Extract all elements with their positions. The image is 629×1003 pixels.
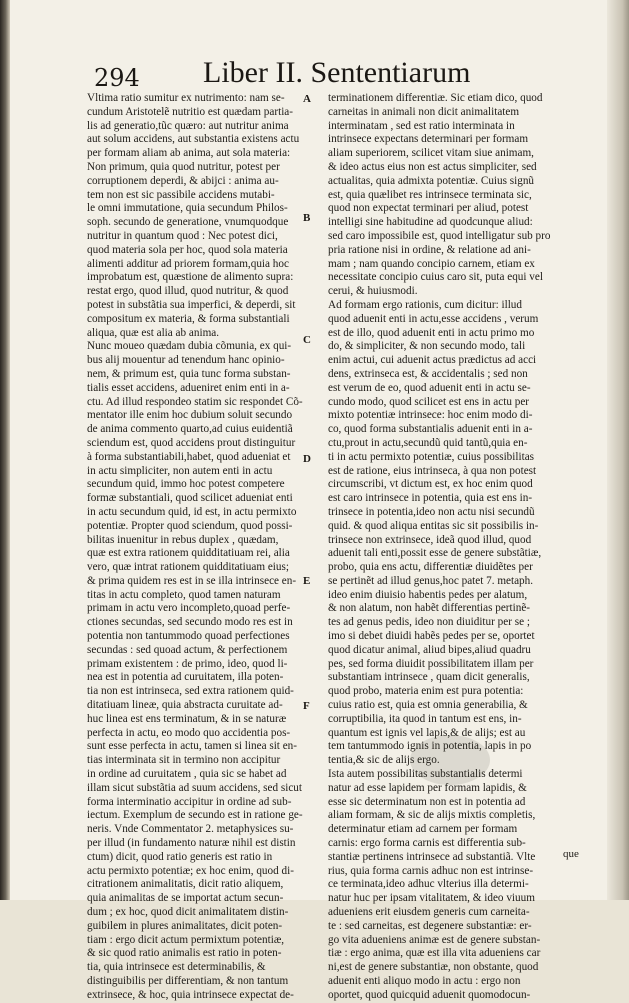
text-line: perfecta in actu, eo modo quo accidentia pos- [87,726,291,739]
margin-letter-f: F [303,700,310,712]
text-line: quod non expectat terminari per aliud, potest [328,202,529,215]
text-line: tentia,& sic de alijs ergo. [328,754,440,767]
text-line: actualitas, quia admixta potentiæ. Cuius signũ [328,174,535,187]
text-line: quid. & quod aliqua entitas sic sit possibilis in- [328,519,539,532]
text-line: terminationem differentiæ. Sic etiam dico, quod [328,92,543,104]
text-line: per formam aliam ab anima, aut sola materia: [87,147,291,160]
text-line: ctiones secundas, sed secundo modo res est in [87,616,293,629]
text-line: esse sic determinatum non est in potentia ad [328,795,526,808]
text-line: imo si debet diuidi habẽs pedes per se, oportet [328,630,535,643]
text-line: guibilem in plures animalitates, dicit poten- [87,919,283,932]
text-line: formæ substantiali, quod scilicet adueniat enti [87,492,293,505]
text-line: est de ratione, eius intrinseca, à qua non potest [328,464,537,477]
text-line: mam ; nam quando concipio carnem, etiam ex [328,257,535,270]
text-line: tia non est intrinseca, sed extra rationem quid- [87,685,294,698]
text-line: est verum de eo, quod aduenit enti in actu se- [328,381,531,394]
text-line: aliam formam, & sic de alijs mixtis completis, [328,809,536,822]
text-line: tialis esset accidens, adueniret enim enti in a- [87,381,290,394]
text-line: quia animalitas de se importat actum secun- [87,892,284,905]
text-line: enim actui, cui aduenit actus prædictus ad acci [328,354,537,367]
text-line: tem tantummodo ignis in potentia, lapis in po [328,740,532,753]
page-number: 294 [94,64,140,92]
text-line: quæ est extra rationem quidditatiuam rei, alia [87,547,290,560]
text-line: pes, sed forma diuidit possibilitatem illam per [328,657,534,670]
running-title: Liber II. Sententiarum [203,56,471,89]
text-line: Nunc moueo quædam dubia cõmunia, ex qui- [87,340,292,353]
text-line: rius, quia forma carnis adhuc non est intrinse- [328,864,534,877]
text-line: & prima quidem res est in se illa intrinsece en- [87,574,297,587]
text-line: extrinsece, & hoc, quia intrinsece expectat de- [87,988,294,1001]
text-line: potentia non tantummodo quoad perfectiones [87,630,290,643]
text-line: co, quod forma substantialis aduenit enti in a- [328,423,533,436]
margin-letter-c: C [303,334,311,346]
text-line: cuius ratio est, quia est omnia generabilia, & [328,699,528,712]
text-line: cerui, & huiusmodi. [328,285,418,298]
text-line: quod probo, materia enim est pura potentia: [328,685,524,698]
text-line: mixto potentiæ intrinsece: hoc enim modo di- [328,409,533,422]
text-line: vero, quæ intrat rationem quidditatiuam eius; [87,561,289,574]
text-line: compositum ex materia, & forma substantiali [87,312,290,325]
left-text-column [87,92,305,1003]
text-line: ctum) dicit, quod ratio generis est ratio in [87,850,273,863]
text-line: sunt esse perfecta in actu, tamen si linea sit en- [87,740,298,753]
text-line: in actu simpliciter, non autem enti in actu [87,464,273,477]
text-line: à forma substantiabili,habet, quod adueniat et [87,450,291,463]
text-line: trinsece non extrinsece, ideã quod illud, quod [328,533,532,546]
text-line: distinguibilis per differentiam, & non tantum [87,975,289,987]
text-line: go vita adueniens animæ est de genere substan- [328,933,541,946]
text-line: quod materia sola per hoc, quod sola materia [87,243,288,256]
margin-letter-b: B [303,212,311,224]
text-line: ideo enim diuisio habentis pedes per alatum, [328,588,528,601]
text-line: tias interminata sit in termino non accipitur [87,754,281,767]
text-line: dens, extrinseca est, & accidentalis ; sed non [328,367,528,380]
text-line: natur ad esse lapidem per formam lapidis, & [328,781,527,794]
text-line: ce terminata,ideo adhuc vlterius illa determi- [328,878,529,891]
text-line: potentiæ. Propter quod sciendum, quod possi- [87,519,293,532]
text-line: bilitas inuenitur in rebus duplex , quædam, [87,533,279,546]
text-line: bus alij mouentur ad tenendum hanc opinio- [87,354,285,367]
text-line: Ista autem possibilitas substantialis determi [328,768,523,781]
text-line: iectum. Exemplum de secundo est in ratione ge- [87,809,303,822]
text-line: trinsece in potentia,ideo non actu nisi secundũ [328,505,535,518]
text-line: te : sed carneitas, est degenere substantiæ: er- [328,919,532,932]
text-line: illam sicut substãtia ad suum accidens, sed sicut [87,781,303,794]
text-line: cundum Aristotelẽ nutritio est quædam partia- [87,105,293,118]
text-line: neris. Vnde Commentator 2. metaphysices su- [87,823,294,836]
page-edge-stack [607,0,629,900]
text-line: quantum est ignis vel lapis,& de alijs; est au [328,726,526,739]
text-line: oportet, quod quicquid aduenit quomodocun- [328,988,531,1001]
text-line: citrationem animalitatis, dicit ratio aliquem, [87,878,284,891]
text-line: pria ratione nisi in ordine, & relatione ad ani- [328,243,531,256]
text-line: corruptionem deperdi, & abijci : anima au- [87,174,279,187]
text-line: Vltima ratio sumitur ex nutrimento: nam se- [87,92,285,104]
text-line: huc linea est ens terminatum, & in se naturæ [87,712,287,725]
text-line: mentator ille enim hoc dubium soluit secundo [87,409,293,422]
text-line: substantiam intrinsece , quam dicit generalis, [328,671,530,684]
text-line: improbatum est, quæstione de alimento supra: [87,271,294,284]
page-smudge [410,735,490,785]
text-line: est de illo, quod aduenit enti in actu primo mo [328,326,535,339]
text-line: quod dicatur animal, aliud bipes,aliud quadru [328,643,531,656]
text-line: intelligi sine habitudine ad quodcunque aliud: [328,216,533,229]
text-line: interminatam , sed est ratio interminata in [328,119,515,132]
text-line: cundo modo, quod scilicet est ens in actu per [328,395,530,408]
text-line: forma interminatio accipitur in ordine ad sub- [87,795,292,808]
text-line: in ordine ad curuitatem , quia sic se habet ad [87,768,287,781]
text-line: primam existentem : de primo, ideo, quod li- [87,657,288,670]
text-line: do, & simpliciter, & non secundo modo, tali [328,340,526,353]
text-line: Non primum, quia quod nutritur, potest per [87,160,280,173]
text-line: circumscribi, vt dictum est, ex hoc enim quod [328,478,533,491]
text-line: primam in actu vero incompleto,quoad perfe- [87,602,291,615]
text-line: aduenit tali enti,possit esse de genere substãtiæ, [328,547,542,560]
page-header [10,56,607,96]
text-line: alimenti additur ad priorem formam,quia hoc [87,257,289,270]
text-line: aduenit enti aliquo modo in actu : ergo non [328,975,521,987]
text-line: ctu,prout in actu,secundũ quid tantũ,quia en- [328,436,528,449]
text-line: est caro intrinsece in potentia, quia est ens in- [328,492,533,505]
text-line: soph. secundo de generatione, vnumquodque [87,216,289,229]
text-line: ni,est de genere substantiæ, non obstante, quod [328,961,539,974]
book-page [10,0,607,1001]
text-line: adueniens erit eiusdem generis cum carneita- [328,906,530,919]
margin-letter-a: A [303,93,311,105]
book-spine-shadow [0,0,10,900]
text-line: restat ergo, quod illud, quod nutritur, & quod [87,285,289,298]
text-line: est, quia quælibet res intrinsece terminata sic, [328,188,532,201]
text-line: sed caro impossibile est, quod intelligatur sub pro [328,229,551,242]
text-line: aliqua, quæ est alia ab anima. [87,326,220,339]
text-line: probo, quia ens actu, differentiæ diuidẽtes per [328,561,533,574]
text-line: tiam : ergo dicit actum permixtum potentiæ, [87,933,285,946]
text-line: per illud (in fundamento naturæ nihil est distin [87,837,296,850]
text-line: secundas : sed quoad actum, & perfectionem [87,643,288,656]
text-line: secundum quid, immo hoc potest competere [87,478,285,491]
text-line: tem non est sic passibile accidens mutabi- [87,188,275,201]
text-line: quod aduenit enti in actu,esse accidens , verum [328,312,539,325]
text-line: ctu. Ad illud respondeo statim sic respondet Cõ- [87,395,303,408]
right-text-column [328,92,590,1003]
text-line: potest in substãtia sua imperfici, & deperdi, sit [87,298,296,311]
text-line: corruptibilia, ita quod in tantum est ens, in- [328,712,522,725]
margin-letter-e: E [303,575,311,587]
text-line: aliam superiorem, scilicet vitam siue animam, [328,147,534,160]
text-line: nem, & primum est, quia tunc forma substan- [87,367,291,380]
text-line: stantiæ pertinens intrinsece ad substantiã. Vlte [328,850,536,863]
text-line: se pertinẽt ad illud genus,hoc patet 7. metaph. [328,574,534,587]
margin-letter-d: D [303,453,311,465]
text-line: nutritur in quantum quod : Nec potest dici, [87,229,278,242]
text-line: le omni immutatione, quia secundum Philos- [87,202,288,215]
text-line: ti in actu permixto potentiæ, cuius possibilitas [328,450,535,463]
text-line: nea est in potentia ad curuitatem, illa poten- [87,671,284,684]
text-line: Ad formam ergo rationis, cum dicitur: illud [328,298,522,311]
text-line: in actu secundum quid, id est, in actu permixto [87,505,297,518]
text-line: de anima commento quarto,ad cuius euidentiã [87,423,293,436]
text-line: necessitate concipio cuius caro sit, puta equi vel [328,271,543,284]
text-line: intrinsece expectans determinari per formam [328,133,529,146]
text-line: tes ad genus pedis, ideo non diuiditur per se ; [328,616,530,629]
text-line: actu permixto potentiæ; ex hoc enim, quod di- [87,864,294,877]
text-line: ditatiuam lineæ, quia abstracta curuitate ad- [87,699,283,712]
text-line: aut solum accidens, aut substantia existens actu [87,133,300,146]
text-line: lis ad generatio,tũc quæro: aut nutritur anima [87,119,289,132]
catchword: que [563,848,579,860]
text-line: carneitas in animali non dicit animalitatem [328,105,520,118]
text-line: tiæ : ergo anima, quæ est illa vita adueniens car [328,947,541,960]
text-line: & ideo actus eius non est actus simpliciter, sed [328,160,537,173]
text-line: titas in actu completo, quod tamen naturam [87,588,281,601]
text-line: natur huc per ipsam vitalitatem, & ideo viuum [328,892,535,905]
text-line: & sic quod ratio animalis est ratio in poten- [87,947,282,960]
text-line: determinatur etiam ad carnem per formam [328,823,518,836]
text-line: dum ; ex hoc, quod dicit animalitatem distin- [87,906,289,919]
text-line: & non alatum, non habẽt differentias pertinẽ- [328,602,531,615]
text-line: sciendum est, quod accidens prout distinguitur [87,436,296,449]
text-line: carnis: ergo forma carnis est differentia sub- [328,837,526,850]
text-line: tia, quia intrinsece est determinabilis, & [87,961,266,974]
